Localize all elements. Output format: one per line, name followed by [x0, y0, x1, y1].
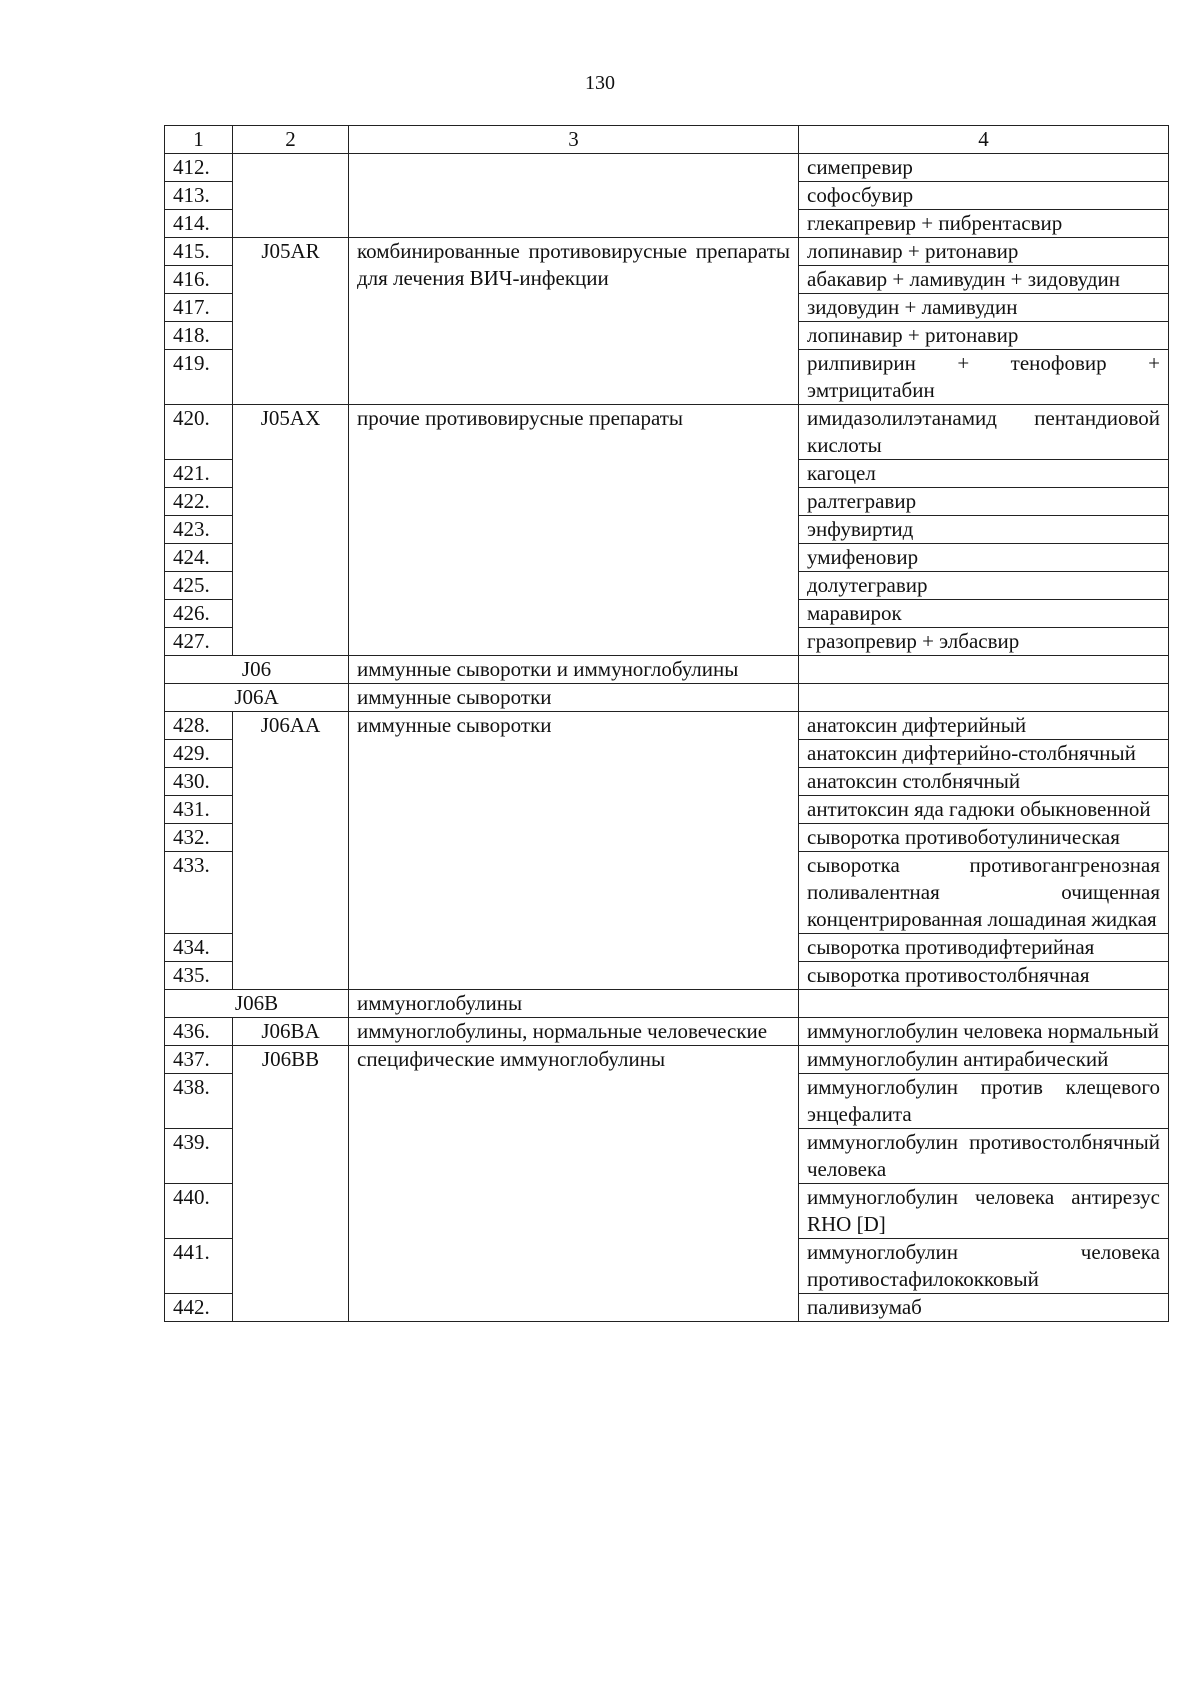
row-number: 430. [165, 768, 233, 796]
column-header-3: 3 [349, 126, 799, 154]
drug-name: кагоцел [799, 460, 1169, 488]
drug-name: паливизумаб [799, 1294, 1169, 1322]
atc-code: J06BB [233, 1046, 349, 1322]
drug-name: иммуноглобулин человека нормальный [799, 1018, 1169, 1046]
empty-cell [799, 684, 1169, 712]
drug-name: софосбувир [799, 182, 1169, 210]
drug-name: сыворотка противогангренозная поливалентная очищенная концентрированная лошадиная жидкая [799, 852, 1169, 934]
drug-name: лопинавир + ритонавир [799, 322, 1169, 350]
row-number: 437. [165, 1046, 233, 1074]
table-row [165, 154, 1169, 182]
drug-name: лопинавир + ритонавир [799, 238, 1169, 266]
row-number: 414. [165, 210, 233, 238]
atc-code: J06 [165, 656, 349, 684]
atc-group-name: иммунные сыворотки [349, 712, 799, 990]
drug-name: энфувиртид [799, 516, 1169, 544]
table-row [165, 405, 1169, 460]
atc-group-name: специфические иммуноглобулины [349, 1046, 799, 1322]
atc-group-name: иммунные сыворотки [349, 684, 799, 712]
drug-name: маравирок [799, 600, 1169, 628]
drug-table-body [165, 126, 1169, 1322]
column-header-4: 4 [799, 126, 1169, 154]
drug-name: сыворотка противостолбнячная [799, 962, 1169, 990]
page-number: 130 [585, 72, 615, 94]
drug-name: гразопревир + элбасвир [799, 628, 1169, 656]
table-row [165, 712, 1169, 740]
group-header-row [165, 684, 1169, 712]
row-number: 418. [165, 322, 233, 350]
drug-name: анатоксин дифтерийно-столбнячный [799, 740, 1169, 768]
row-number: 427. [165, 628, 233, 656]
row-number: 433. [165, 852, 233, 934]
drug-name: иммуноглобулин против клещевого энцефалита [799, 1074, 1169, 1129]
atc-code: J05AX [233, 405, 349, 656]
drug-name: рилпивирин + тенофовир + эмтрицитабин [799, 350, 1169, 405]
empty-cell [799, 656, 1169, 684]
atc-group-name: прочие противовирусные препараты [349, 405, 799, 656]
row-number: 419. [165, 350, 233, 405]
drug-name: иммуноглобулин человека антирезус RHO [D] [799, 1184, 1169, 1239]
table-header-row [165, 126, 1169, 154]
row-number: 412. [165, 154, 233, 182]
row-number: 425. [165, 572, 233, 600]
drug-table [164, 125, 1169, 1322]
drug-name: антитоксин яда гадюки обыкновенной [799, 796, 1169, 824]
drug-name: сыворотка противодифтерийная [799, 934, 1169, 962]
row-number: 442. [165, 1294, 233, 1322]
drug-name: долутегравир [799, 572, 1169, 600]
row-number: 440. [165, 1184, 233, 1239]
table-row [165, 1046, 1169, 1074]
row-number: 422. [165, 488, 233, 516]
drug-name: иммуноглобулин противостолбнячный человека [799, 1129, 1169, 1184]
atc-code: J06B [165, 990, 349, 1018]
atc-code [233, 154, 349, 238]
atc-group-name: иммуноглобулины, нормальные человеческие [349, 1018, 799, 1046]
atc-group-name: комбинированные противовирусные препараты для лечения ВИЧ-инфекции [349, 238, 799, 405]
group-header-row [165, 656, 1169, 684]
atc-group-name: иммуноглобулины [349, 990, 799, 1018]
row-number: 416. [165, 266, 233, 294]
atc-code: J05AR [233, 238, 349, 405]
atc-code: J06A [165, 684, 349, 712]
drug-name: иммуноглобулин антирабический [799, 1046, 1169, 1074]
drug-name: анатоксин дифтерийный [799, 712, 1169, 740]
row-number: 431. [165, 796, 233, 824]
atc-group-name [349, 154, 799, 238]
row-number: 426. [165, 600, 233, 628]
row-number: 441. [165, 1239, 233, 1294]
column-header-2: 2 [233, 126, 349, 154]
atc-code: J06AA [233, 712, 349, 990]
table-row [165, 1018, 1169, 1046]
drug-name: имидазолилэтанамид пентандиовой кислоты [799, 405, 1169, 460]
drug-name: анатоксин столбнячный [799, 768, 1169, 796]
drug-name: глекапревир + пибрентасвир [799, 210, 1169, 238]
table-row [165, 238, 1169, 266]
drug-name: ралтегравир [799, 488, 1169, 516]
drug-name: умифеновир [799, 544, 1169, 572]
row-number: 415. [165, 238, 233, 266]
drug-name: сыворотка противоботулиническая [799, 824, 1169, 852]
row-number: 432. [165, 824, 233, 852]
row-number: 420. [165, 405, 233, 460]
row-number: 436. [165, 1018, 233, 1046]
drug-name: абакавир + ламивудин + зидовудин [799, 266, 1169, 294]
group-header-row [165, 990, 1169, 1018]
empty-cell [799, 990, 1169, 1018]
atc-code: J06BA [233, 1018, 349, 1046]
row-number: 413. [165, 182, 233, 210]
row-number: 435. [165, 962, 233, 990]
drug-name: симепревир [799, 154, 1169, 182]
row-number: 428. [165, 712, 233, 740]
row-number: 439. [165, 1129, 233, 1184]
drug-name: иммуноглобулин человека противостафилококковый [799, 1239, 1169, 1294]
column-header-1: 1 [165, 126, 233, 154]
row-number: 429. [165, 740, 233, 768]
atc-group-name: иммунные сыворотки и иммуноглобулины [349, 656, 799, 684]
row-number: 421. [165, 460, 233, 488]
row-number: 417. [165, 294, 233, 322]
row-number: 424. [165, 544, 233, 572]
row-number: 438. [165, 1074, 233, 1129]
drug-name: зидовудин + ламивудин [799, 294, 1169, 322]
row-number: 434. [165, 934, 233, 962]
row-number: 423. [165, 516, 233, 544]
